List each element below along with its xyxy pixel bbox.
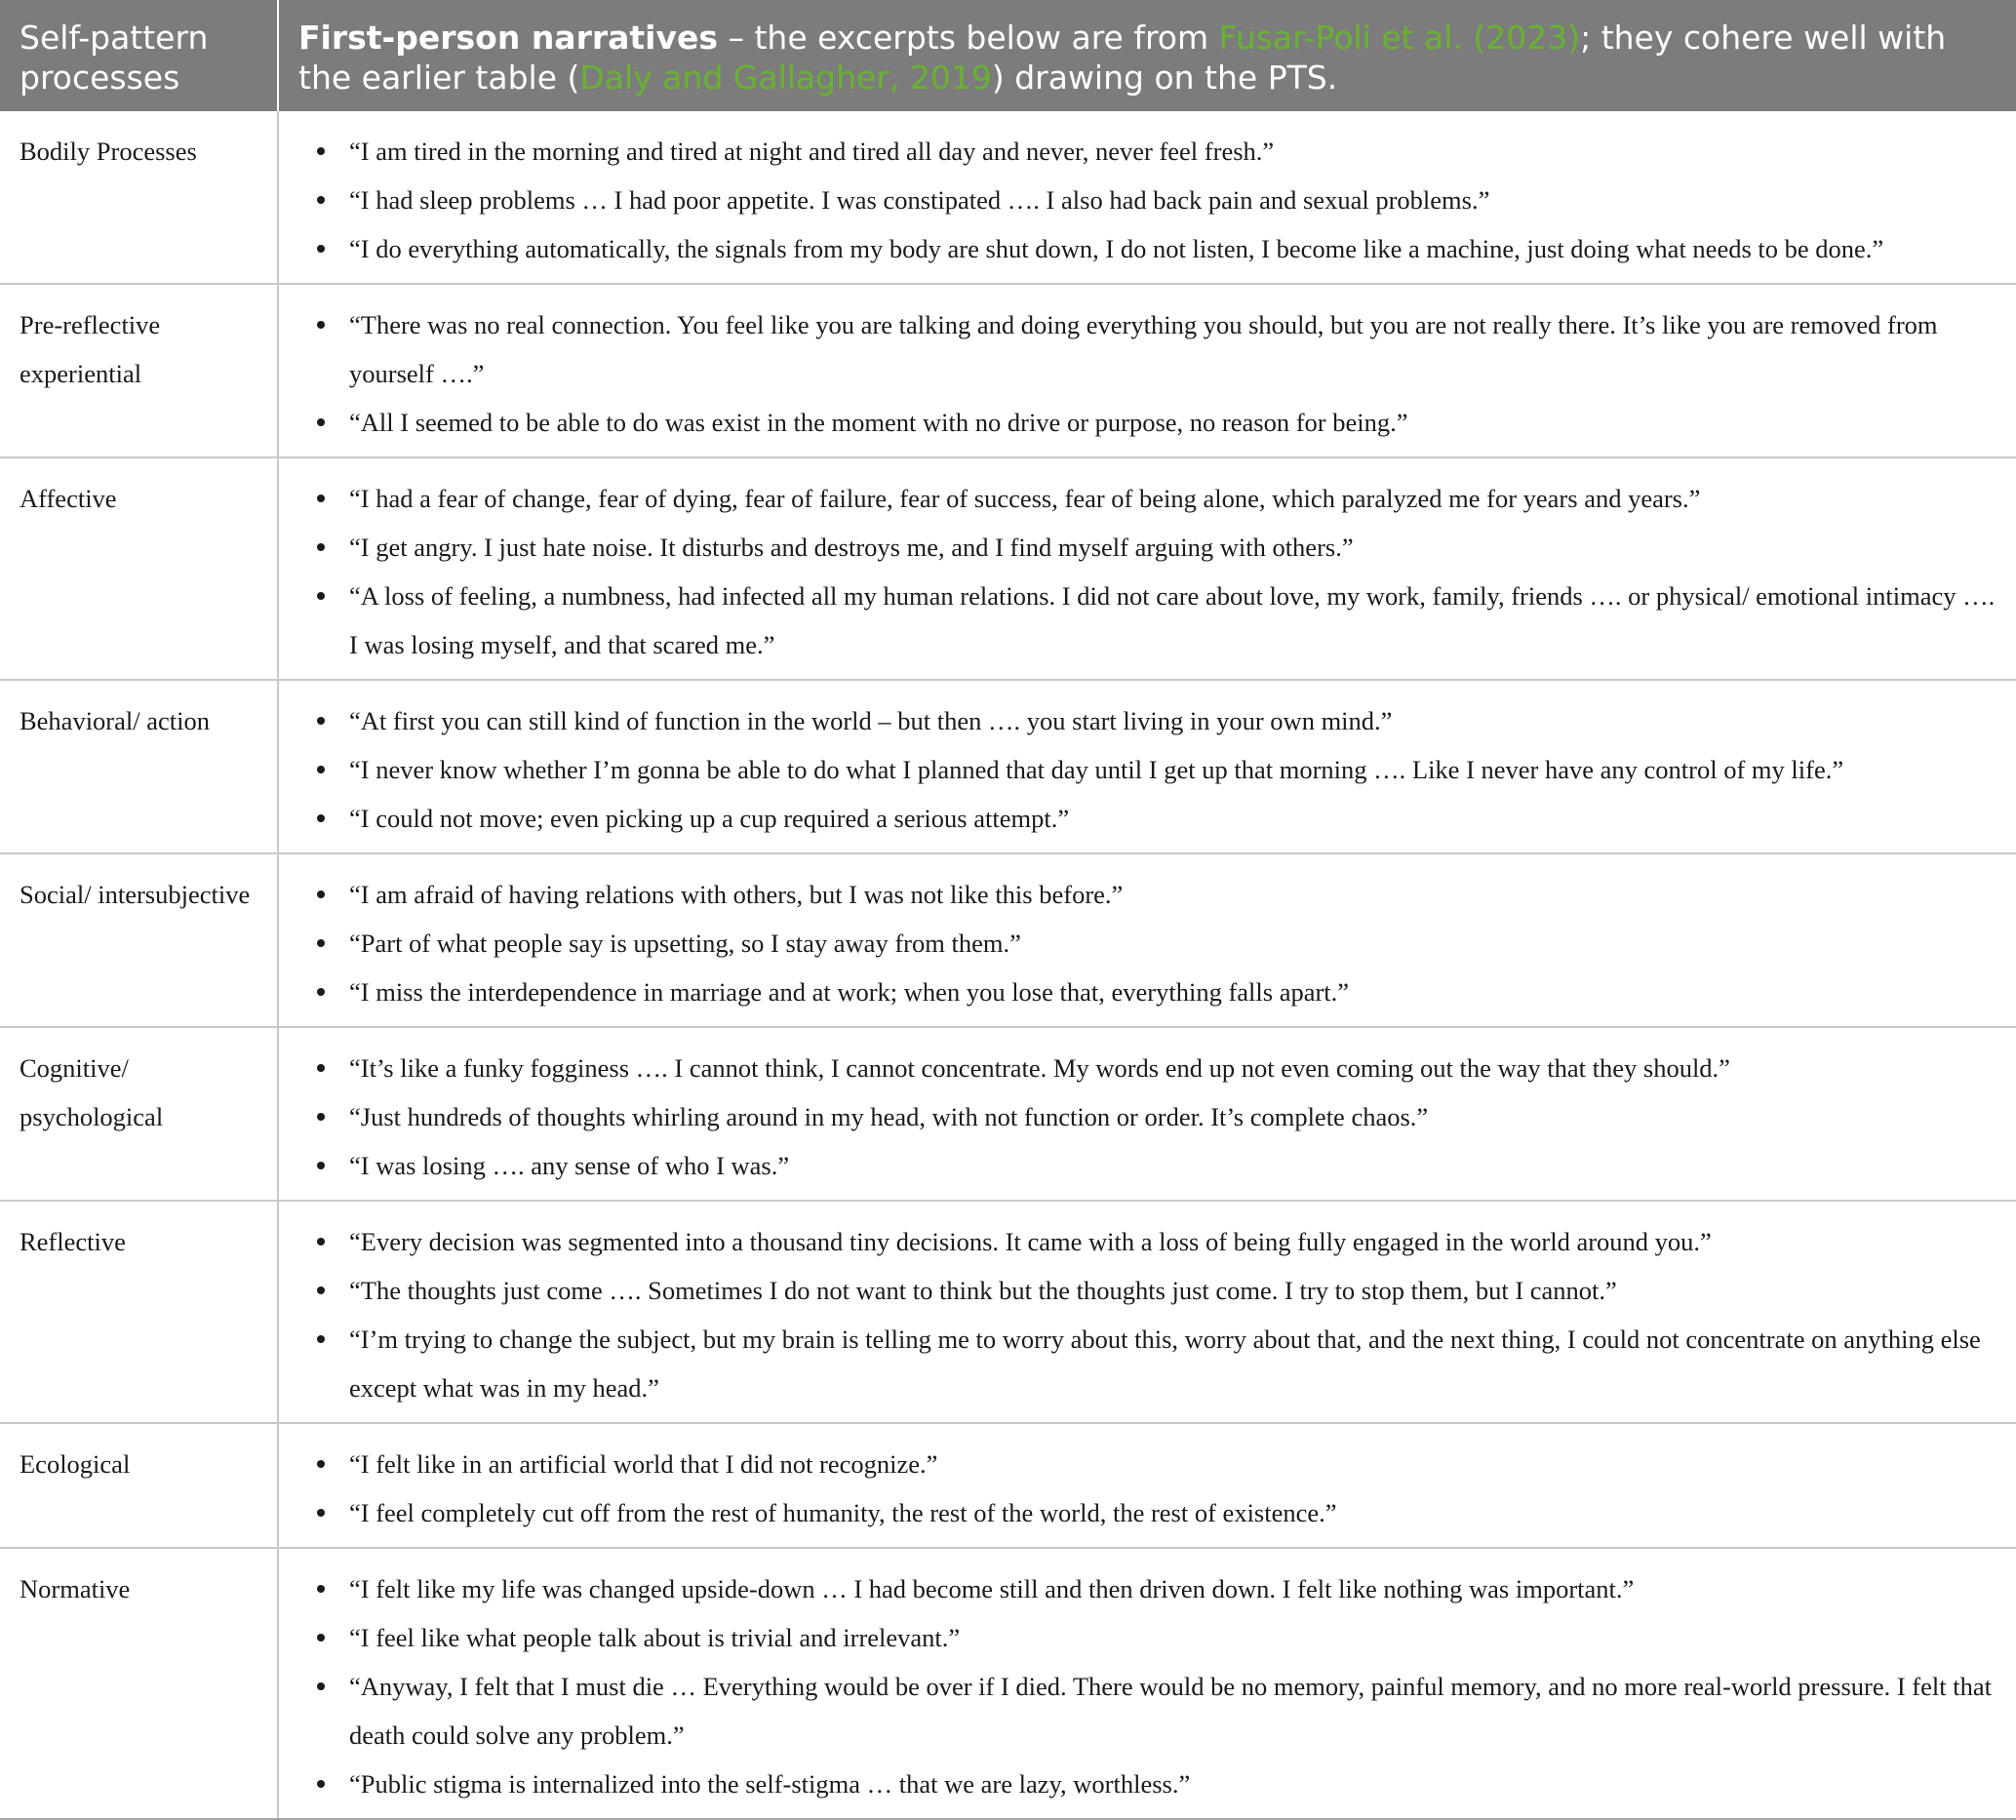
quote-item: “It’s like a funky fogginess …. I cannot think, I cannot concentrate. My words end up not even coming out the way that they should.” — [349, 1044, 1996, 1092]
quote-item: “I felt like my life was changed upside-down … I had become still and then driven down. I felt like nothing was important.” — [349, 1564, 1996, 1613]
narratives-cell — [278, 680, 2016, 853]
quote-item: “I’m trying to change the subject, but my brain is telling me to worry about this, worry about that, and the next thing, I could not concentrate on anything else except what was in my head.” — [349, 1315, 1996, 1412]
self-pattern-process-cell — [0, 284, 278, 457]
citation-link-daly-gallagher[interactable]: Daly and Gallagher, 2019 — [579, 59, 992, 97]
quote-item: “I never know whether I’m gonna be able to do what I planned that day until I get up that morning …. Like I never have any control of my life.” — [349, 745, 1996, 794]
quote-item: “The thoughts just come …. Sometimes I do not want to think but the thoughts just come. I try to stop them, but I cannot.” — [349, 1266, 1996, 1315]
quote-item: “I was losing …. any sense of who I was.” — [349, 1141, 1996, 1190]
table-row — [0, 1201, 2016, 1423]
header-text: ; they cohere well with the earlier table ( — [298, 19, 1947, 97]
header-text: – the excerpts below are from — [718, 19, 1219, 57]
table-row — [0, 1548, 2016, 1819]
quote-item: “Just hundreds of thoughts whirling around in my head, with not function or order. It’s complete chaos.” — [349, 1092, 1996, 1141]
table-body — [0, 111, 2016, 1819]
table-header-row — [0, 0, 2016, 111]
quote-item: “I am tired in the morning and tired at night and tired all day and never, never feel fresh.” — [349, 127, 1996, 176]
self-pattern-process-cell — [0, 680, 278, 853]
quote-item: “I get angry. I just hate noise. It disturbs and destroys me, and I find myself arguing with others.” — [349, 523, 1996, 572]
self-pattern-process-label: Cognitive/ psychological — [20, 1053, 164, 1131]
quote-list — [298, 1044, 1996, 1190]
quote-item: “I could not move; even picking up a cup required a serious attempt.” — [349, 794, 1996, 843]
quote-item: “A loss of feeling, a numbness, had infected all my human relations. I did not care about love, my work, family, friends …. or physical/ emotional intimacy …. I was losing myself, and that scared me.” — [349, 572, 1996, 669]
narratives-cell — [278, 853, 2016, 1027]
self-pattern-process-cell — [0, 853, 278, 1027]
quote-item: “I had sleep problems … I had poor appetite. I was constipated …. I also had back pain and sexual problems.” — [349, 176, 1996, 224]
self-pattern-process-label: Social/ intersubjective — [20, 880, 251, 909]
table-row — [0, 111, 2016, 284]
self-pattern-process-cell — [0, 1423, 278, 1548]
table-row — [0, 457, 2016, 680]
table-row — [0, 284, 2016, 457]
table-row — [0, 1423, 2016, 1548]
quote-item: “Anyway, I felt that I must die … Everything would be over if I died. There would be no memory, painful memory, and no more real-world pressure. I felt that death could solve any problem.” — [349, 1662, 1996, 1760]
self-pattern-process-label: Affective — [20, 484, 117, 513]
quote-list — [298, 1564, 1996, 1808]
self-pattern-process-cell — [0, 1027, 278, 1201]
self-pattern-process-label: Normative — [20, 1574, 131, 1603]
quote-item: “All I seemed to be able to do was exist in the moment with no drive or purpose, no reason for being.” — [349, 398, 1996, 447]
quote-list — [298, 300, 1996, 447]
quote-item: “I feel like what people talk about is trivial and irrelevant.” — [349, 1613, 1996, 1662]
header-title: First-person narratives — [298, 19, 719, 57]
self-pattern-process-label: Ecological — [20, 1449, 131, 1479]
self-pattern-process-label: Reflective — [20, 1227, 126, 1256]
self-pattern-process-cell — [0, 1548, 278, 1819]
self-pattern-process-cell — [0, 111, 278, 284]
narratives-cell — [278, 457, 2016, 680]
table-row — [0, 853, 2016, 1027]
table-row — [0, 680, 2016, 853]
quote-item: “I am afraid of having relations with others, but I was not like this before.” — [349, 870, 1996, 919]
quote-item: “There was no real connection. You feel like you are talking and doing everything you should, but you are not really there. It’s like you are removed from yourself ….” — [349, 300, 1996, 398]
quote-list — [298, 1440, 1996, 1537]
quote-item: “I miss the interdependence in marriage and at work; when you lose that, everything falls apart.” — [349, 968, 1996, 1016]
quote-item: “I feel completely cut off from the rest of humanity, the rest of the world, the rest of existence.” — [349, 1488, 1996, 1537]
narratives-cell — [278, 1201, 2016, 1423]
header-first-person-narratives — [278, 0, 2016, 111]
header-text: ) drawing on the PTS. — [991, 59, 1338, 97]
self-pattern-process-cell — [0, 1201, 278, 1423]
quote-list — [298, 1217, 1996, 1412]
narratives-cell — [278, 1027, 2016, 1201]
quote-list — [298, 474, 1996, 669]
header-self-pattern-processes: Self-pattern processes — [0, 0, 278, 111]
quote-item: “Part of what people say is upsetting, so I stay away from them.” — [349, 919, 1996, 968]
quote-item: “I felt like in an artificial world that I did not recognize.” — [349, 1440, 1996, 1488]
narratives-cell — [278, 111, 2016, 284]
quote-list — [298, 870, 1996, 1016]
quote-item: “At first you can still kind of function in the world – but then …. you start living in your own mind.” — [349, 696, 1996, 745]
table-row — [0, 1027, 2016, 1201]
narratives-cell — [278, 1423, 2016, 1548]
citation-link-fusar-poli[interactable]: Fusar-Poli et al. (2023) — [1218, 19, 1581, 57]
quote-list — [298, 696, 1996, 843]
quote-item: “Public stigma is internalized into the self-stigma … that we are lazy, worthless.” — [349, 1760, 1996, 1808]
self-pattern-process-label: Behavioral/ action — [20, 706, 210, 735]
narratives-cell — [278, 284, 2016, 457]
quote-list — [298, 127, 1996, 273]
self-pattern-process-label: Pre-reflective experiential — [20, 310, 161, 388]
self-pattern-process-label: Bodily Processes — [20, 137, 197, 166]
quote-item: “Every decision was segmented into a thousand tiny decisions. It came with a loss of being fully engaged in the world around you.” — [349, 1217, 1996, 1266]
quote-item: “I had a fear of change, fear of dying, fear of failure, fear of success, fear of being alone, which paralyzed me for years and years.” — [349, 474, 1996, 523]
self-pattern-process-cell — [0, 457, 278, 680]
quote-item: “I do everything automatically, the signals from my body are shut down, I do not listen, I become like a machine, just doing what needs to be done.” — [349, 224, 1996, 273]
narratives-cell — [278, 1548, 2016, 1819]
